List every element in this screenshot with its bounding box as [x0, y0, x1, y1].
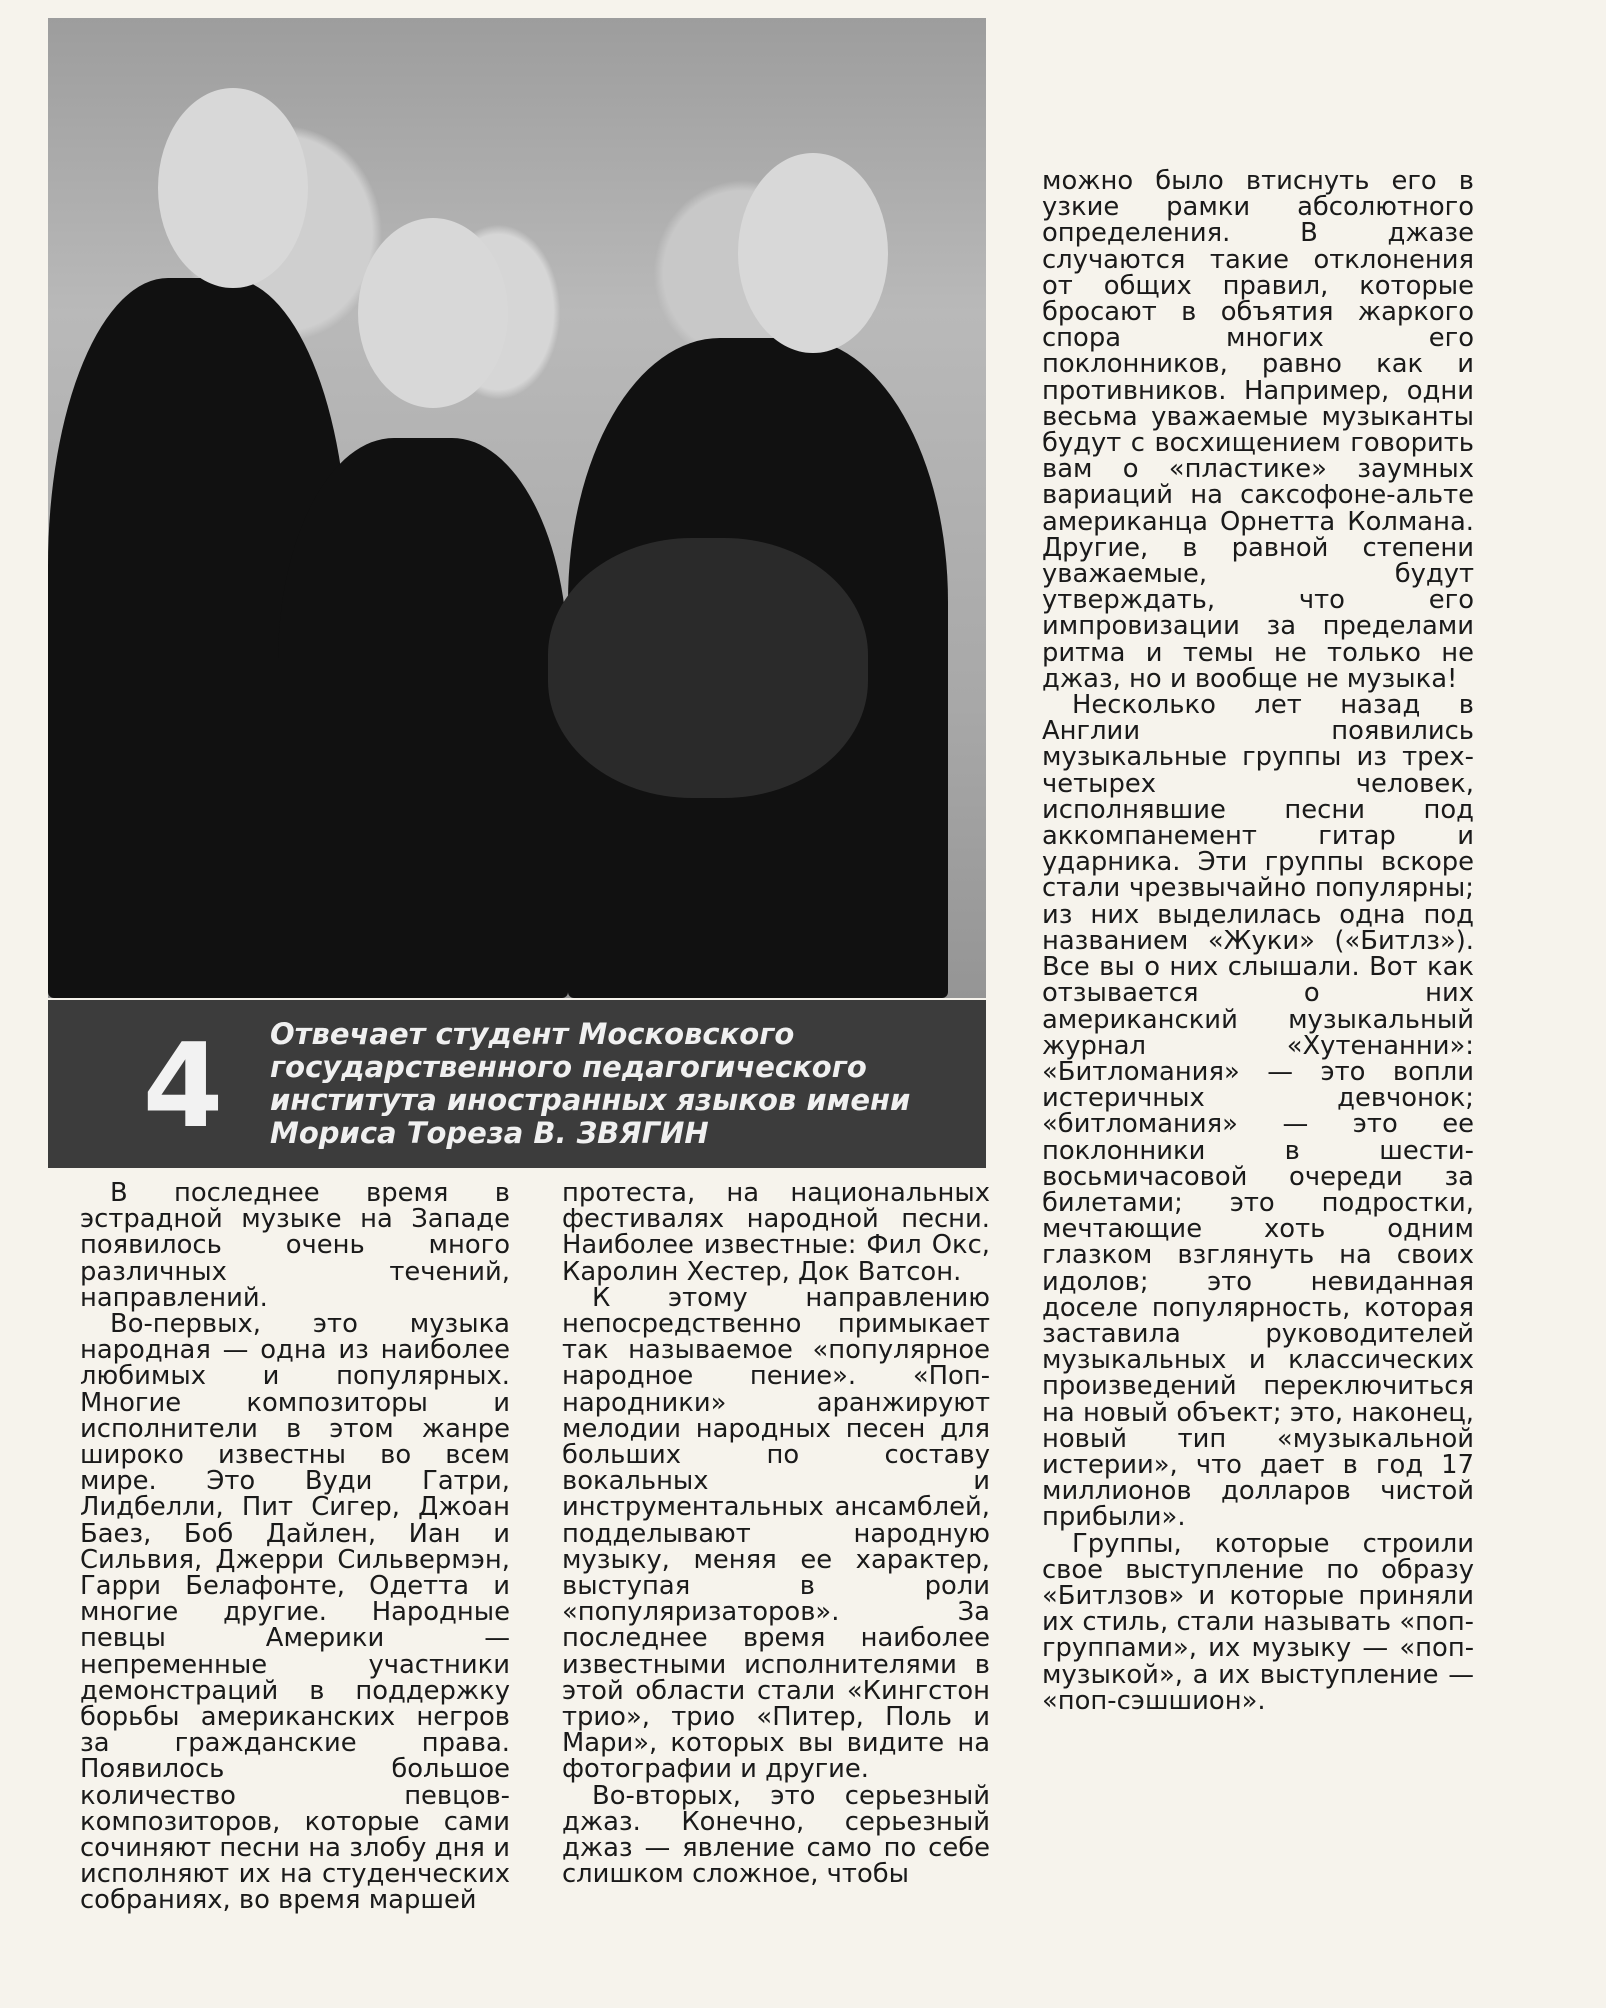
paragraph: можно было втиснуть его в узкие рамки абсолютного определения. В джазе случаются такие отклонения от общих правил, которые бросают в объятия жаркого спора многих его поклонников, равно как и противников. Например, одни весьма уважаемые музыканты будут с восхищением говорить вам о «пластике» заумных вариаций на саксофоне-альте американца Орнетта Колмана. Другие, в равной степени уважаемые, будут утверждать, что его импровизации за пределами ритма и темы не только не джаз, но и вообще не музыка! [1042, 166, 1474, 694]
caption-number: 4 [142, 1019, 224, 1154]
face-right [738, 153, 888, 353]
caption-panel [48, 1000, 986, 1168]
column-3 [1042, 168, 1474, 1714]
paragraph: Во-вторых, это серьезный джаз. Конечно, серьезный джаз — явление само по себе слишком сложное, чтобы [562, 1780, 990, 1890]
paragraph: В последнее время в эстрадной музыке на Западе появилось очень много различных течений, направлений. [80, 1178, 510, 1313]
paragraph: Несколько лет назад в Англии появились музыкальные группы из трех-четырех человек, исполнявшие песни под аккомпанемент гитар и ударника. Эти группы вскоре стали чрезвычайно популярны; из них выделилась одна под названием «Жуки» («Битлз»). Все вы о них слышали. Вот как отзывается о них американский музыкальный журнал «Хутенанни»: «Битломания» — это вопли истеричных девчонок; «битломания» — это ее поклонники в шести-восьмичасовой очереди за билетами; это подростки, мечтающие хоть одним глазком взглянуть на своих идолов; это невиданная доселе популярность, которая заставила руководителей музыкальных и классических произведений переключиться на новый объект; это, наконец, новый тип «музыкальной истерии», что дает в год 17 миллионов долларов чистой прибыли». [1042, 690, 1474, 1533]
paragraph: К этому направлению непосредственно примыкает так называемое «популярное народное пение». «Поп-народники» аранжируют мелодии народных песен для больших по составу вокальных и инструментальных ансамблей, подделывают народную музыку, меняя ее характер, выступая в роли «популяризаторов». За последнее время наиболее известными исполнителями в этой области стали «Кингстон трио», трио «Питер, Поль и Мари», которых вы видите на фотографии и другие. [562, 1282, 990, 1785]
caption-text: Отвечает студент Московского государственного педагогического института иностранных языков имени Мориса Тореза В. ЗВЯГИН [270, 1017, 911, 1150]
guitar [548, 538, 868, 798]
column-2 [562, 1178, 990, 1890]
photo-trio [48, 18, 986, 998]
face-left [158, 88, 308, 288]
figure-center [278, 438, 568, 998]
paragraph: протеста, на национальных фестивалях народной песни. Наиболее известные: Фил Окс, Каролин Хестер, Док Ватсон. [562, 1178, 990, 1287]
paragraph: Группы, которые строили свое выступление по образу «Битлзов» и которые приняли их стиль, стали называть «поп-группами», их музыку — «поп-музыкой», а их выступление — «поп-сэшшион». [1042, 1528, 1474, 1716]
face-center [358, 218, 508, 408]
paragraph: Во-первых, это музыка народная — одна из наиболее любимых и популярных. Многие композиторы и исполнители в этом жанре широко известны во всем мире. Это Вуди Гатри, Лидбелли, Пит Сигер, Джоан Баез, Боб Дайлен, Иан и Сильвия, Джерри Сильвермэн, Гарри Белафонте, Одетта и многие другие. Народные певцы Америки — непременные участники демонстраций в поддержку борьбы американских негров за гражданские права. Появилось большое количество певцов-композиторов, которые сами сочиняют песни на злобу дня и исполняют их на студенческих собраниях, во время маршей [80, 1309, 510, 1916]
column-1 [80, 1180, 510, 1914]
